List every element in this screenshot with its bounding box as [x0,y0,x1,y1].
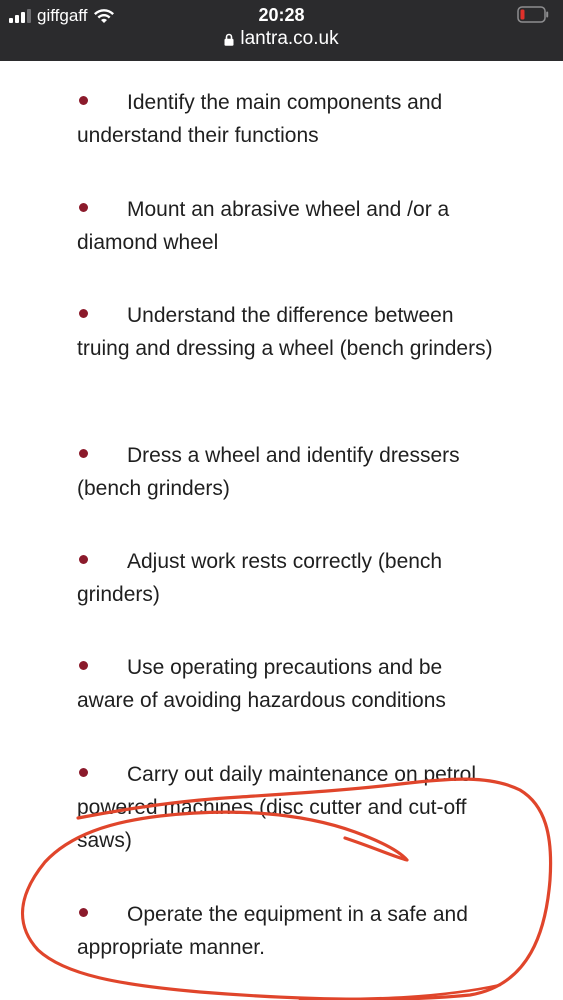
list-item-text: Operate the equipment in a safe and appropriate manner. [77,903,468,959]
url-text[interactable]: lantra.co.uk [240,28,339,49]
list-item-text: Mount an abrasive wheel and /or a diamond wheel [77,198,450,254]
list-item [77,86,497,152]
page-content [0,61,563,1000]
list-item-text: Understand the difference between truing and dressing a wheel (bench grinders) [77,304,493,360]
status-bar [0,0,563,61]
bullet-icon [77,439,127,472]
bullet-icon [77,898,127,931]
list-item-text: Use operating precautions and be aware of avoiding hazardous conditions [77,656,446,712]
bullet-icon [77,299,127,332]
bullet-icon [77,651,127,684]
bullet-icon [77,193,127,226]
list-item [77,758,497,857]
list-item [77,898,497,964]
clock: 20:28 [258,5,305,25]
address-bar[interactable] [0,28,563,50]
list-item [77,193,497,259]
carrier-name: giffgaff [37,6,88,25]
bullet-icon [77,86,127,119]
list-item-text: Dress a wheel and identify dressers (bench grinders) [77,444,460,500]
list-item [77,651,497,717]
list-item-text: Identify the main components and understand their functions [77,91,443,147]
bullet-icon [77,545,127,578]
bullet-icon [77,758,127,791]
list-item [77,299,497,365]
list-item [77,545,497,611]
list-item-text: Adjust work rests correctly (bench grinders) [77,550,443,606]
list-item [77,439,497,505]
lock-icon [224,33,234,46]
battery-low-icon [517,6,549,23]
list-item-text: Carry out daily maintenance on petrol powered machines (disc cutter and cut-off saws) [77,763,477,852]
